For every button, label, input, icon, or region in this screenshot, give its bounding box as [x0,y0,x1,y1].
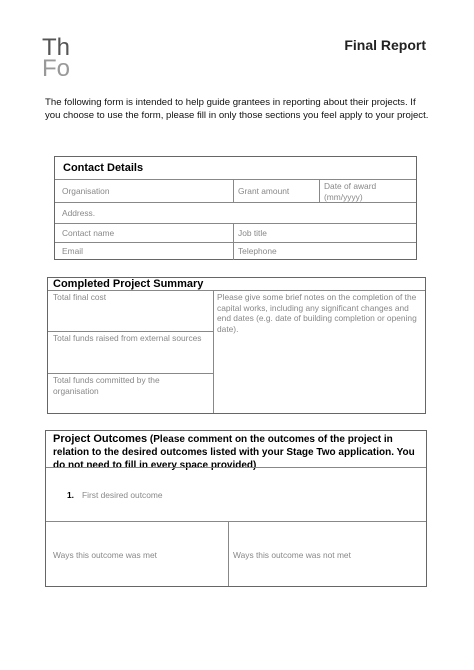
outcome-not-met-field[interactable]: Ways this outcome was not met [233,550,351,560]
project-outcomes-section [45,430,427,587]
first-outcome-item[interactable] [67,490,163,501]
contact-details-section [54,156,417,260]
project-outcomes-instructions: (Please comment on the outcomes of the project in relation to the desired outcomes listed with your Stage Two application. You do not need to fill in every space provided) [53,434,415,471]
address-field[interactable]: Address. [62,208,96,218]
organisation-logo [42,34,71,83]
telephone-field[interactable]: Telephone [238,246,277,256]
logo-line-2: Fo [42,55,71,82]
page-title: Final Report [344,37,426,53]
contact-name-field[interactable]: Contact name [62,228,115,238]
completion-notes-field[interactable]: Please give some brief notes on the completion of the capital works, including any significant changes and end dates (e.g. date of building completion or opening date). [217,292,417,334]
contact-details-heading: Contact Details [63,162,144,174]
outcome-met-field[interactable]: Ways this outcome was met [53,550,157,560]
project-summary-heading: Completed Project Summary [53,278,204,290]
organisation-field[interactable]: Organisation [62,186,110,196]
date-of-award-field[interactable]: Date of award (mm/yyyy) [324,181,377,202]
intro-paragraph: The following form is intended to help guide grantees in reporting about their projects. If you choose to use the form, please fill in only those sections you feel apply to your project. [45,97,429,121]
external-funds-field[interactable]: Total funds raised from external sources [53,333,202,343]
outcome-number: 1. [67,490,74,500]
committed-funds-field[interactable]: Total funds committed by the organisation [53,375,160,396]
email-field[interactable]: Email [62,246,83,256]
grant-amount-field[interactable]: Grant amount [238,186,290,196]
job-title-field[interactable]: Job title [238,228,267,238]
first-outcome-label: First desired outcome [82,490,163,500]
total-final-cost-field[interactable]: Total final cost [53,292,107,302]
project-outcomes-title: Project Outcomes [53,433,148,445]
logo-line-1: Th [42,34,71,61]
project-summary-section [47,277,426,414]
